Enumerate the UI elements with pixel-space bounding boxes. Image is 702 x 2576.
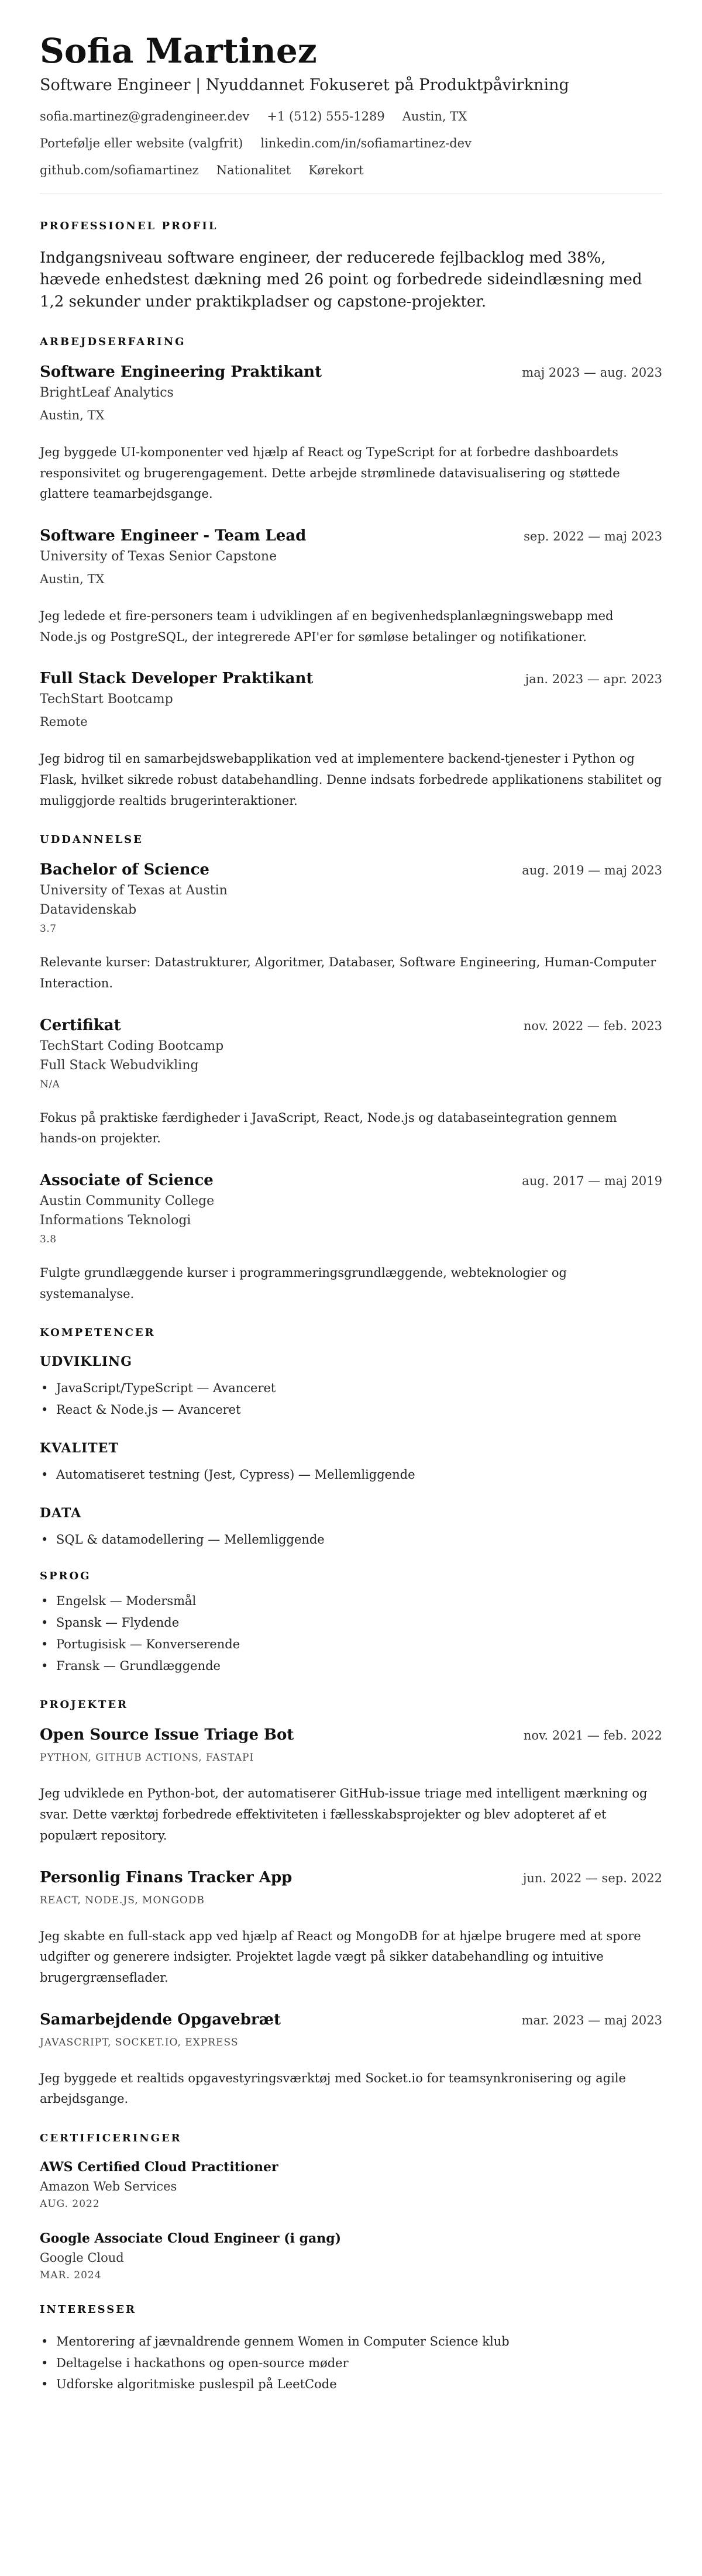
experience-description: Jeg bidrog til en samarbejdswebapplikation ved at implementere backend-tjenester i Python og Flask, hvilket sikrede robust databehandling. Denne indsats forbedrede applikationens stabilitet og muliggjorde realtids brugerinteraktioner.: [40, 752, 662, 808]
interest-item: • Deltagelse i hackathons og open-source møder: [40, 2353, 662, 2374]
contact-row-links: [40, 136, 662, 150]
contact-github[interactable]: github.com/sofiamartinez: [40, 163, 199, 177]
experience-title: Software Engineering Praktikant: [40, 363, 322, 381]
education-school: University of Texas at Austin: [40, 883, 228, 898]
education-section-title: UDDANNELSE: [40, 834, 143, 846]
skill-item: • SQL & datamodellering — Mellemliggende: [40, 1529, 662, 1551]
education-entry: [40, 1172, 662, 1304]
projects-section-title: PROJEKTER: [40, 1699, 129, 1711]
education-field: Full Stack Webudvikling: [40, 1058, 199, 1073]
candidate-name: Sofia Martinez: [40, 31, 317, 71]
education-school: Austin Community College: [40, 1194, 215, 1209]
projects-section: [40, 1699, 662, 2110]
experience-company: BrightLeaf Analytics: [40, 385, 174, 400]
certification-date: AUG. 2022: [40, 2198, 100, 2210]
education-description: Relevante kurser: Datastrukturer, Algoritmer, Databaser, Software Engineering, Human-Computer Interaction.: [40, 955, 656, 991]
contact-portfolio[interactable]: Portefølje eller website (valgfrit): [40, 136, 243, 150]
contact-location: Austin, TX: [402, 109, 467, 123]
contact-linkedin[interactable]: linkedin.com/in/sofiamartinez-dev: [260, 136, 472, 150]
education-degree: Certifikat: [40, 1016, 121, 1034]
project-tech: JAVASCRIPT, SOCKET.IO, EXPRESS: [40, 2036, 239, 2048]
skill-group-title: KVALITET: [40, 1440, 119, 1456]
project-description: Jeg skabte en full-stack app ved hjælp af React og MongoDB for at hjælpe brugere med at spore udgifter og generere indsigter. Projektet lagde vægt på sikker databehandling og intuitive brugergrænseflader.: [40, 1928, 641, 1985]
project-description: Jeg udviklede en Python-bot, der automatiserer GitHub-issue triage med intelligent mærkning og svar. Dette værktøj forbedrede effektiviteten i fællesskabsprojekter og blev adopteret af et populært repository.: [40, 1786, 648, 1843]
language-item: • Fransk — Grundlæggende: [40, 1655, 662, 1677]
experience-section-title: ARBEJDSERFARING: [40, 335, 186, 348]
project-title: Personlig Finans Tracker App: [40, 1868, 292, 1886]
project-tech: PYTHON, GITHUB ACTIONS, FASTAPI: [40, 1752, 254, 1764]
education-grade: 3.7: [40, 923, 57, 935]
project-date: mar. 2023 — maj 2023: [521, 2013, 662, 2027]
experience-title: Software Engineer - Team Lead: [40, 526, 307, 545]
profile-section-title: PROFESSIONEL PROFIL: [40, 219, 218, 232]
skill-group: [40, 1441, 662, 1486]
skill-item: • Automatiseret testning (Jest, Cypress) — Mellemliggende: [40, 1464, 662, 1486]
project-title: Open Source Issue Triage Bot: [40, 1726, 294, 1744]
profile-section: [40, 220, 662, 314]
education-field: Datavidenskab: [40, 903, 137, 918]
language-item: • Spansk — Flydende: [40, 1612, 662, 1634]
experience-description: Jeg ledede et fire-personers team i udviklingen af en begivenhedsplanlægningswebapp med Node.js og PostgreSQL, der integrerede API'er for sømløse betalinger og notifikationer.: [40, 608, 614, 644]
education-degree: Bachelor of Science: [40, 861, 209, 879]
experience-company: TechStart Bootcamp: [40, 692, 173, 707]
skill-group-title: UDVIKLING: [40, 1354, 133, 1370]
education-description: Fokus på praktiske færdigheder i JavaScript, React, Node.js og databaseintegration gennem hands-on projekter.: [40, 1110, 617, 1146]
interest-item: • Mentorering af jævnaldrende gennem Women in Computer Science klub: [40, 2331, 662, 2353]
resume-header: [40, 33, 662, 177]
skill-list: [40, 1464, 662, 1486]
experience-description: Jeg byggede UI-komponenter ved hjælp af React og TypeScript for at forbedre dashboardets responsivitet og brugerengagement. Dette arbejde strømlinede datavisualisering og støttede glattere teamarbejdsgange.: [40, 445, 620, 501]
certification-date: MAR. 2024: [40, 2269, 102, 2281]
certification-issuer: Google Cloud: [40, 2250, 124, 2265]
profile-summary: Indgangsniveau software engineer, der reducerede fejlbacklog med 38%, hævede enhedstest dækning med 26 point og forbedrede sideindlæsning med 1,2 sekunder under praktikpladser og capstone-projekter.: [40, 249, 642, 311]
project-entry: [40, 1726, 662, 1846]
experience-entry: [40, 363, 662, 505]
experience-entry: [40, 670, 662, 811]
skills-section: [40, 1327, 662, 1676]
project-tech: REACT, NODE.JS, MONGODB: [40, 1894, 205, 1906]
contact-nationality: Nationalitet: [216, 163, 291, 177]
candidate-tagline: Software Engineer | Nyuddannet Fokuseret på Produktpåvirkning: [40, 75, 569, 94]
certifications-section: [40, 2132, 662, 2281]
skill-list: [40, 1377, 662, 1421]
experience-title: Full Stack Developer Praktikant: [40, 670, 314, 688]
experience-company: University of Texas Senior Capstone: [40, 549, 277, 564]
experience-location: Austin, TX: [40, 571, 105, 586]
skill-group: [40, 1506, 662, 1551]
certifications-section-title: CERTIFICERINGER: [40, 2131, 182, 2144]
skill-group-title: DATA: [40, 1505, 82, 1521]
project-date: jun. 2022 — sep. 2022: [522, 1871, 662, 1885]
project-entry: [40, 1869, 662, 1989]
interest-item: • Udforske algoritmiske puslespil på LeetCode: [40, 2374, 662, 2395]
education-date: aug. 2019 — maj 2023: [522, 863, 662, 878]
experience-date: jan. 2023 — apr. 2023: [525, 672, 662, 687]
project-title: Samarbejdende Opgavebræt: [40, 2010, 281, 2029]
skill-item: • React & Node.js — Avanceret: [40, 1399, 662, 1421]
education-field: Informations Teknologi: [40, 1213, 191, 1228]
certification-title: AWS Certified Cloud Practitioner: [40, 2159, 278, 2175]
language-group: [40, 1570, 662, 1676]
education-grade: N/A: [40, 1078, 60, 1090]
experience-date: maj 2023 — aug. 2023: [522, 365, 662, 380]
contact-email[interactable]: sofia.martinez@gradengineer.dev: [40, 109, 250, 123]
project-date: nov. 2021 — feb. 2022: [523, 1728, 662, 1743]
language-item: • Portugisisk — Konverserende: [40, 1634, 662, 1655]
project-description: Jeg byggede et realtids opgavestyringsværktøj med Socket.io for teamsynkronisering og agile arbejdsgange.: [40, 2071, 626, 2106]
experience-location: Austin, TX: [40, 408, 105, 422]
interests-section: [40, 2303, 662, 2395]
languages-title: SPROG: [40, 1570, 91, 1583]
language-list: [40, 1590, 662, 1676]
interests-section-title: INTERESSER: [40, 2303, 136, 2316]
education-grade: 3.8: [40, 1234, 57, 1246]
education-date: aug. 2017 — maj 2019: [522, 1174, 662, 1189]
experience-entry: [40, 527, 662, 648]
certification-title: Google Associate Cloud Engineer (i gang): [40, 2230, 342, 2246]
experience-date: sep. 2022 — maj 2023: [524, 529, 662, 543]
certification-issuer: Amazon Web Services: [40, 2179, 177, 2193]
skill-group: [40, 1354, 662, 1421]
certification-entry: [40, 2160, 662, 2210]
education-degree: Associate of Science: [40, 1172, 214, 1190]
education-entry: [40, 861, 662, 994]
language-item: • Engelsk — Modersmål: [40, 1590, 662, 1612]
experience-section: [40, 336, 662, 812]
project-entry: [40, 2011, 662, 2110]
education-school: TechStart Coding Bootcamp: [40, 1038, 224, 1053]
contact-phone[interactable]: +1 (512) 555-1289: [267, 109, 385, 123]
certification-entry: [40, 2231, 662, 2281]
education-entry: [40, 1017, 662, 1149]
education-description: Fulgte grundlæggende kurser i programmeringsgrundlæggende, webteknologier og systemanalyse.: [40, 1266, 567, 1301]
contact-row-extra: [40, 163, 662, 177]
skills-section-title: KOMPETENCER: [40, 1327, 156, 1339]
interest-list: [40, 2331, 662, 2395]
education-date: nov. 2022 — feb. 2023: [523, 1018, 662, 1033]
contact-row-primary: [40, 109, 662, 123]
skill-list: [40, 1529, 662, 1551]
skill-item: • JavaScript/TypeScript — Avanceret: [40, 1377, 662, 1399]
education-section: [40, 834, 662, 1304]
experience-location: Remote: [40, 715, 88, 729]
contact-license: Kørekort: [308, 163, 364, 177]
